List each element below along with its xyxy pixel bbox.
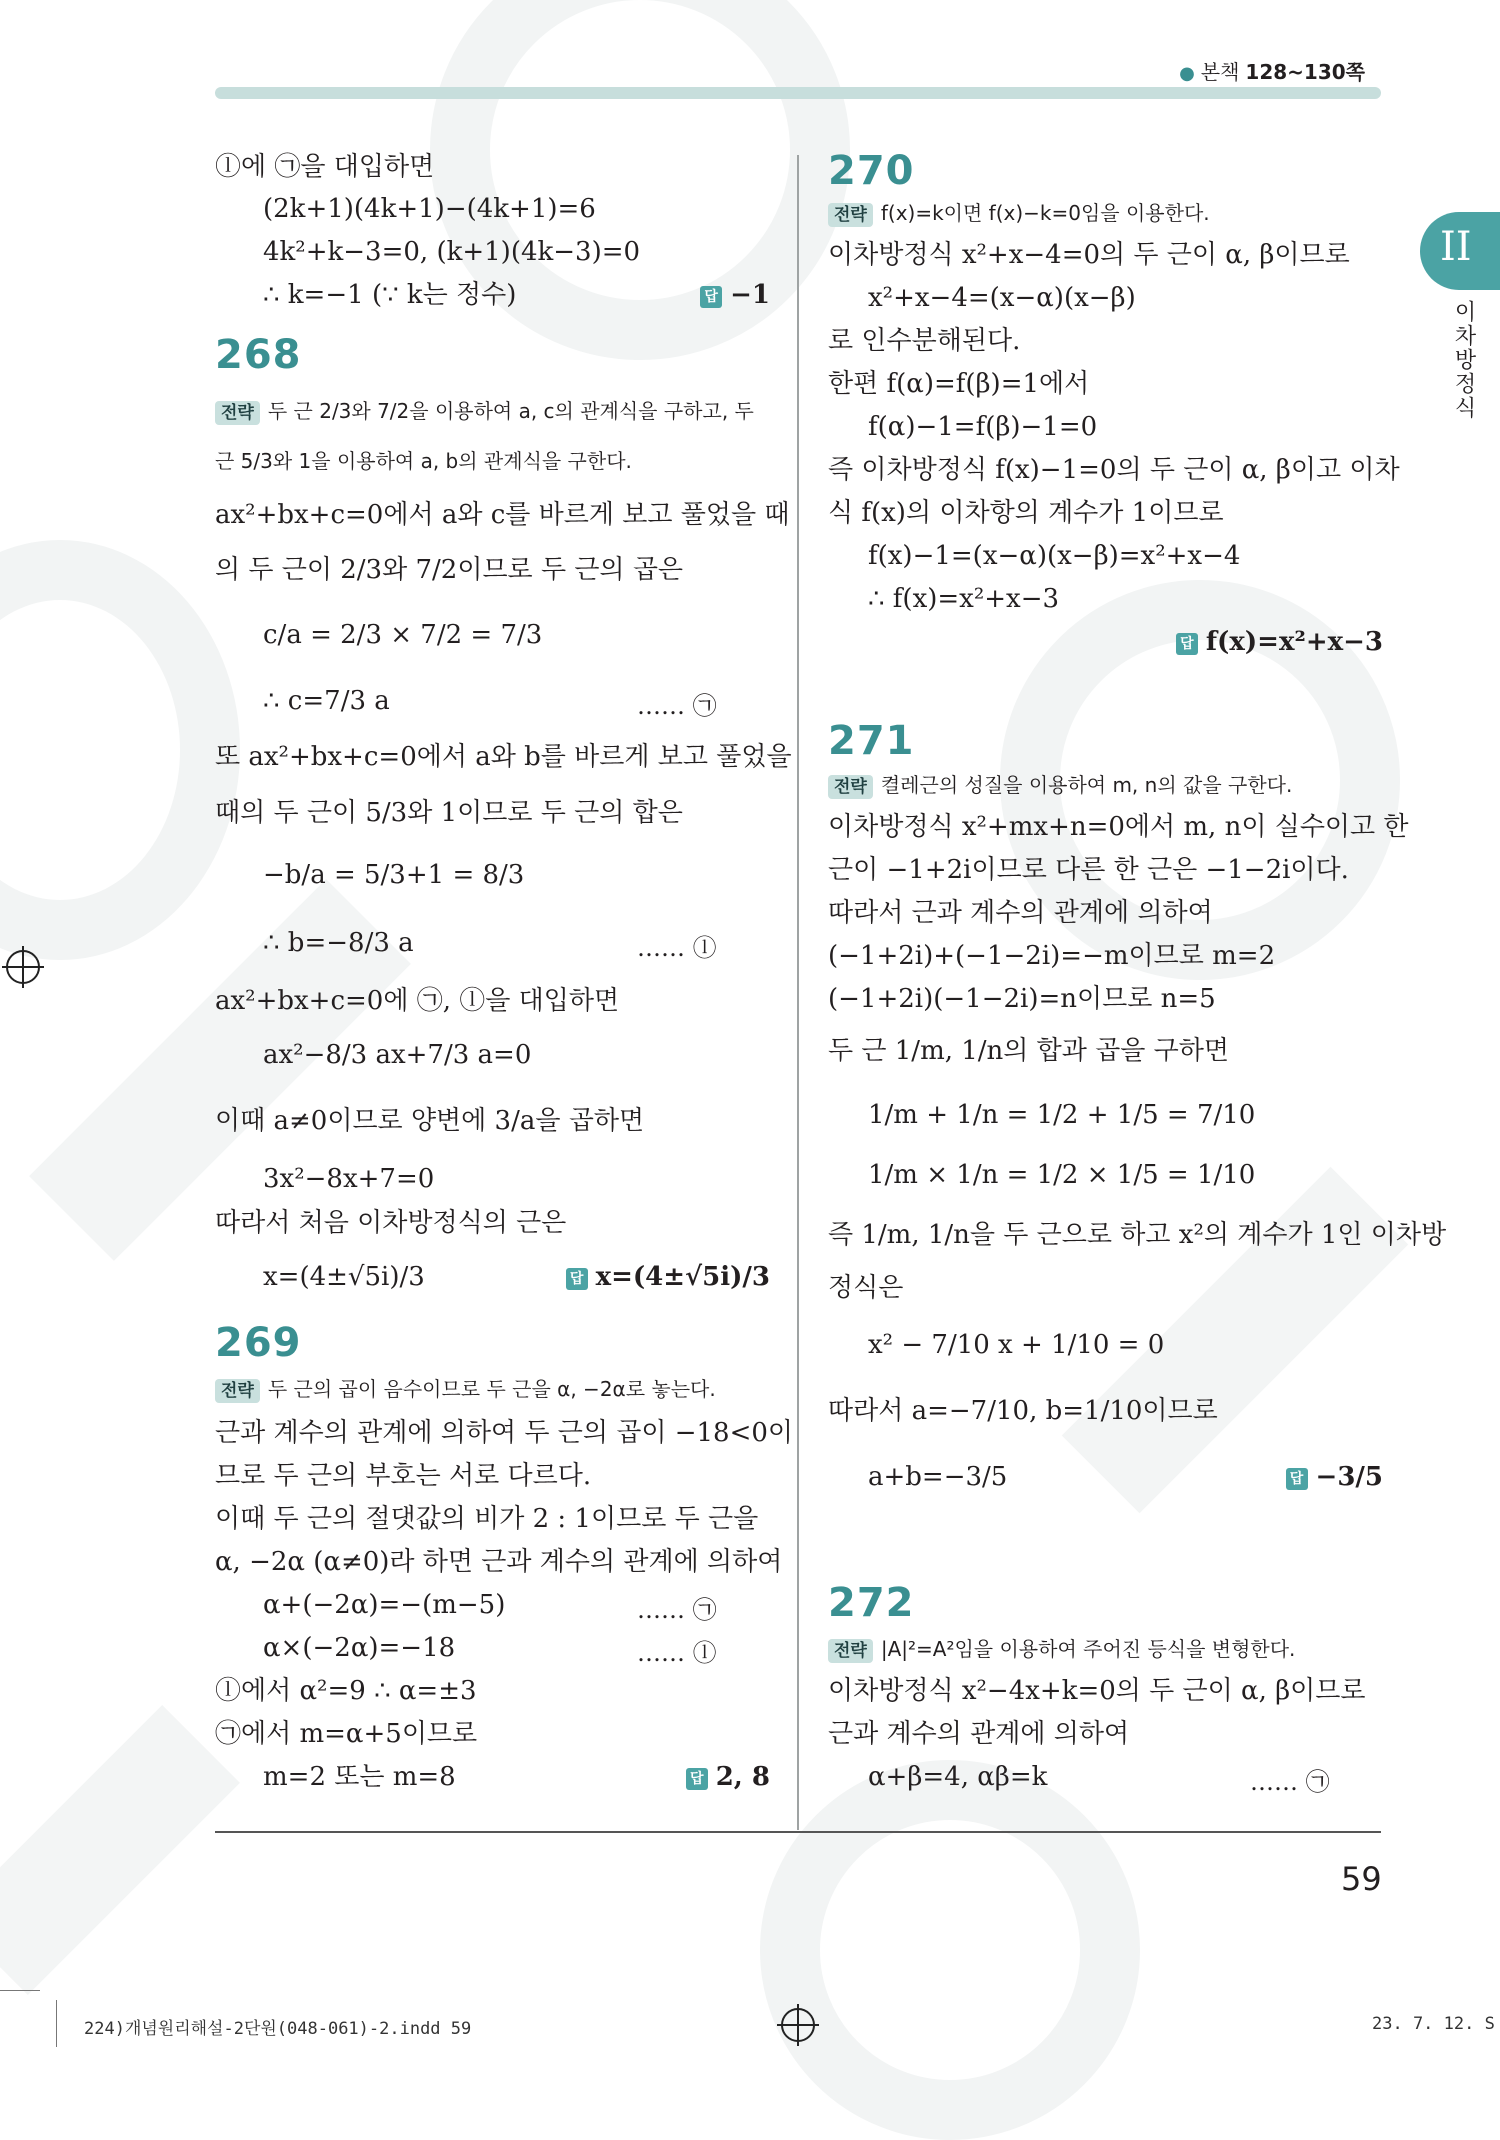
text-line: α, −2α (α≠0)라 하면 근과 계수의 관계에 의하여	[215, 1547, 783, 1577]
answer	[700, 278, 770, 312]
answer-value: −1	[730, 280, 770, 310]
text-line: 즉 이차방정식 f(x)−1=0의 두 근이 α, β이고 이차	[828, 455, 1400, 485]
equation-line: 1/m + 1/n = 1/2 + 1/5 = 7/10	[868, 1100, 1256, 1130]
answer-value: −3/5	[1315, 1462, 1383, 1492]
answer	[686, 1760, 770, 1794]
answer-icon: 답	[1286, 1468, 1308, 1490]
equation-line: ∴ b=−8/3 a	[263, 928, 414, 958]
equation-line: x=(4±√5i)/3	[263, 1262, 425, 1292]
answer-icon: 답	[1176, 633, 1198, 655]
crop-mark	[56, 2000, 57, 2047]
text-line: 이때 a≠0이므로 양변에 3/a을 곱하면	[215, 1106, 645, 1136]
reference-label: 본책	[1200, 60, 1240, 84]
strategy-text: f(x)=k이면 f(x)−k=0임을 이용한다.	[880, 201, 1210, 225]
text-line: 이차방정식 x²+x−4=0의 두 근이 α, β이므로	[828, 240, 1350, 270]
equation-line: 3x²−8x+7=0	[263, 1164, 435, 1194]
text-line: 의 두 근이 2/3와 7/2이므로 두 근의 곱은	[215, 555, 684, 585]
strategy-text: 켤레근의 성질을 이용하여 m, n의 값을 구한다.	[880, 773, 1293, 797]
strategy	[215, 396, 754, 426]
text-line: ⓛ에 ㉠을 대입하면	[215, 152, 435, 182]
text-line: 따라서 근과 계수의 관계에 의하여	[828, 898, 1213, 928]
textbook-reference	[1179, 56, 1365, 85]
strategy-tag: 전략	[828, 203, 873, 227]
answer-value: x=(4±√5i)/3	[595, 1262, 770, 1292]
answer	[566, 1260, 770, 1294]
text-line: ㉠에서 m=α+5이므로	[215, 1719, 478, 1749]
text-line: 때의 두 근이 5/3와 1이므로 두 근의 합은	[215, 798, 683, 828]
problem-number: 270	[828, 148, 915, 194]
equation-line: ∴ k=−1 (∵ k는 정수)	[263, 280, 517, 310]
text-line: 두 근 1/m, 1/n의 합과 곱을 구하면	[828, 1036, 1230, 1066]
equation-marker: …… ㉠	[637, 692, 717, 720]
equation-line: m=2 또는 m=8	[263, 1762, 456, 1792]
answer-icon: 답	[686, 1768, 708, 1790]
bullet-icon: ●	[1179, 63, 1195, 84]
strategy-tag: 전략	[215, 401, 260, 425]
equation-line: 1/m × 1/n = 1/2 × 1/5 = 1/10	[868, 1160, 1256, 1190]
chapter-title: 이차방정식	[1451, 300, 1476, 420]
watermark-ring	[760, 1760, 1140, 2140]
strategy	[215, 1374, 716, 1404]
strategy	[828, 1634, 1295, 1664]
equation-line: c/a = 2/3 × 7/2 = 7/3	[263, 620, 543, 650]
watermark-ring	[0, 540, 240, 960]
column-divider	[797, 155, 799, 1830]
text-line: 근이 −1+2i이므로 다른 한 근은 −1−2i이다.	[828, 855, 1349, 885]
strategy-tag: 전략	[828, 1639, 873, 1663]
answer	[1286, 1460, 1383, 1494]
strategy-text: 두 근의 곱이 음수이므로 두 근을 α, −2α로 놓는다.	[267, 1377, 716, 1401]
equation-line: α×(−2α)=−18	[263, 1633, 456, 1663]
answer	[1176, 625, 1383, 659]
text-line: 근과 계수의 관계에 의하여 두 근의 곱이 −18<0이	[215, 1418, 794, 1448]
chapter-tab	[1420, 212, 1500, 290]
text-line: 이차방정식 x²−4x+k=0의 두 근이 α, β이므로	[828, 1676, 1366, 1706]
strategy-tag: 전략	[828, 775, 873, 799]
registration-mark-icon	[781, 2008, 815, 2042]
text-line: 따라서 처음 이차방정식의 근은	[215, 1208, 567, 1238]
header-bar	[215, 87, 1381, 99]
equation-line: x² − 7/10 x + 1/10 = 0	[868, 1330, 1165, 1360]
text-line: 근과 계수의 관계에 의하여	[828, 1719, 1130, 1749]
equation-line: x²+x−4=(x−α)(x−β)	[868, 283, 1136, 313]
text-line: ⓛ에서 α²=9 ∴ α=±3	[215, 1676, 477, 1706]
text-line: 또 ax²+bx+c=0에서 a와 b를 바르게 보고 풀었을	[215, 742, 792, 772]
answer-value: 2, 8	[715, 1762, 770, 1792]
page-number: 59	[1341, 1860, 1382, 1898]
text-line: ax²+bx+c=0에서 a와 c를 바르게 보고 풀었을 때	[215, 500, 790, 530]
text-line: 므로 두 근의 부호는 서로 다르다.	[215, 1461, 592, 1491]
strategy-text: 근 5/3와 1을 이용하여 a, b의 관계식을 구한다.	[215, 449, 632, 473]
watermark-bar	[0, 1705, 240, 1995]
text-line: 한편 f(α)=f(β)=1에서	[828, 369, 1090, 399]
footer-filename: 224)개념원리해설-2단원(048-061)-2.indd 59	[84, 2019, 472, 2039]
text-line: 즉 1/m, 1/n을 두 근으로 하고 x²의 계수가 1인 이차방	[828, 1220, 1447, 1250]
strategy	[828, 198, 1210, 228]
equation-marker: …… ㉠	[1250, 1768, 1330, 1796]
equation-line: ∴ f(x)=x²+x−3	[868, 584, 1060, 614]
equation-line: 4k²+k−3=0, (k+1)(4k−3)=0	[263, 237, 641, 267]
text-line: (−1+2i)(−1−2i)=n이므로 n=5	[828, 984, 1216, 1014]
equation-marker: …… ⓛ	[637, 1639, 717, 1667]
equation-line: α+(−2α)=−(m−5)	[263, 1590, 506, 1620]
strategy-text: 두 근 2/3와 7/2을 이용하여 a, c의 관계식을 구하고, 두	[267, 399, 754, 423]
equation-line: α+β=4, αβ=k	[868, 1762, 1048, 1792]
equation-line: a+b=−3/5	[868, 1462, 1008, 1492]
text-line: ax²+bx+c=0에 ㉠, ⓛ을 대입하면	[215, 986, 620, 1016]
reference-pages: 128~130쪽	[1245, 60, 1365, 84]
problem-number: 268	[215, 332, 302, 378]
answer-icon: 답	[566, 1268, 588, 1290]
equation-marker: …… ⓛ	[637, 934, 717, 962]
equation-line: f(x)−1=(x−α)(x−β)=x²+x−4	[868, 541, 1241, 571]
text-line: 이차방정식 x²+mx+n=0에서 m, n이 실수이고 한	[828, 812, 1409, 842]
equation-line: (2k+1)(4k+1)−(4k+1)=6	[263, 194, 596, 224]
text-line: 로 인수분해된다.	[828, 326, 1021, 356]
answer-icon: 답	[700, 286, 722, 308]
problem-number: 269	[215, 1320, 302, 1366]
equation-line: ax²−8/3 ax+7/3 a=0	[263, 1040, 532, 1070]
equation-line: −b/a = 5/3+1 = 8/3	[263, 860, 525, 890]
text-line: 식 f(x)의 이차항의 계수가 1이므로	[828, 498, 1224, 528]
text-line: (−1+2i)+(−1−2i)=−m이므로 m=2	[828, 941, 1276, 971]
text-line: 이때 두 근의 절댓값의 비가 2 : 1이므로 두 근을	[215, 1504, 759, 1534]
text-line: 따라서 a=−7/10, b=1/10이므로	[828, 1396, 1218, 1426]
footer-date: 23. 7. 12. S	[1372, 2014, 1495, 2034]
registration-mark-icon	[6, 950, 40, 984]
chapter-numeral: II	[1440, 224, 1472, 270]
strategy	[828, 770, 1292, 800]
text-line: 정식은	[828, 1273, 904, 1303]
strategy-text: |A|²=A²임을 이용하여 주어진 등식을 변형한다.	[880, 1637, 1296, 1661]
problem-number: 272	[828, 1580, 915, 1626]
equation-line: ∴ c=7/3 a	[263, 686, 390, 716]
crop-mark	[0, 1990, 40, 1991]
problem-number: 271	[828, 718, 915, 764]
bottom-rule	[215, 1831, 1381, 1833]
strategy-tag: 전략	[215, 1379, 260, 1403]
equation-marker: …… ㉠	[637, 1596, 717, 1624]
equation-line: f(α)−1=f(β)−1=0	[868, 412, 1098, 442]
answer-value: f(x)=x²+x−3	[1205, 627, 1383, 657]
